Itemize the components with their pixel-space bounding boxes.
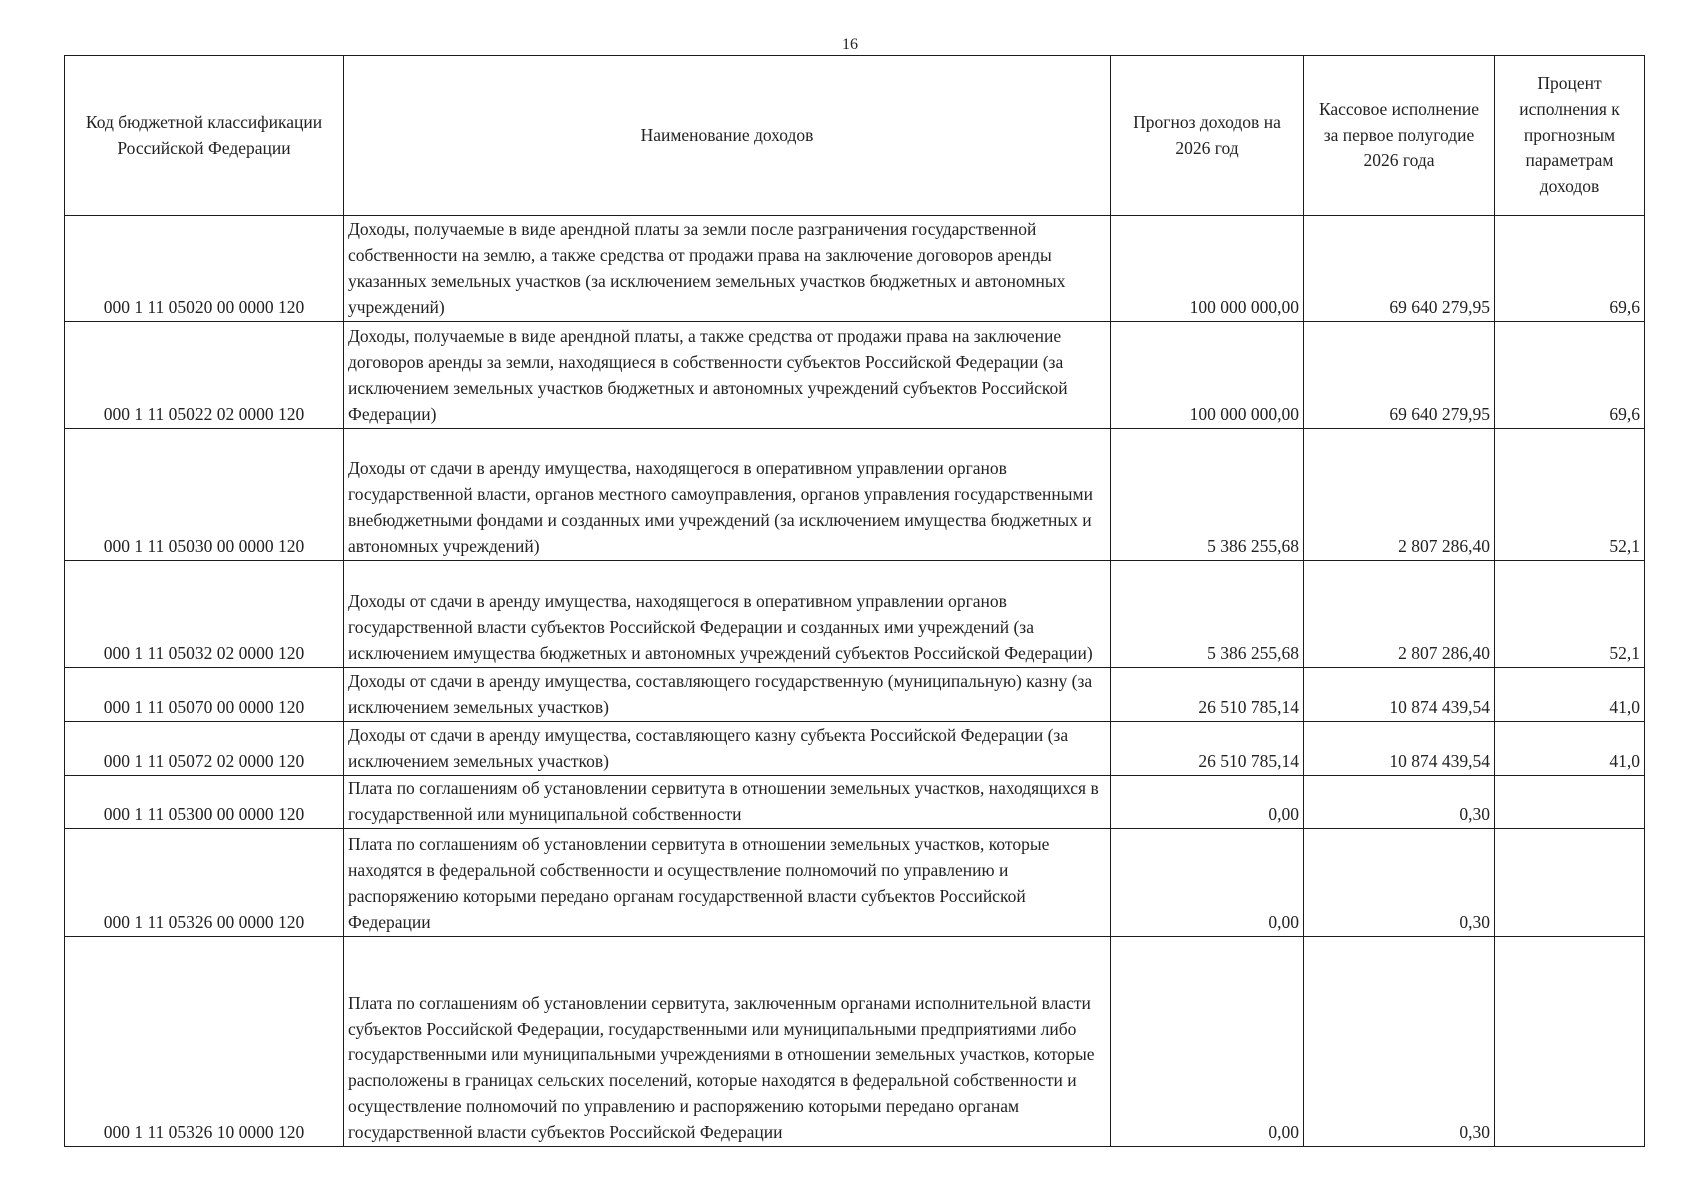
table-row	[65, 776, 1645, 829]
cell-forecast: 100 000 000,00	[1111, 322, 1304, 429]
cell-forecast: 26 510 785,14	[1111, 722, 1304, 776]
cell-percent: 41,0	[1495, 722, 1645, 776]
cell-forecast: 0,00	[1111, 776, 1304, 829]
cell-execution: 10 874 439,54	[1304, 668, 1495, 722]
cell-name: Доходы, получаемые в виде арендной платы, а также средства от продажи права на заключение договоров аренды за земли, находящиеся в собственности субъектов Российской Федерации (за исключением земельных участков бюджетных и автономных учреждений субъектов Российской Федерации)	[344, 322, 1111, 429]
cell-percent: 52,1	[1495, 429, 1645, 561]
page-number: 16	[842, 36, 858, 53]
cell-execution: 0,30	[1304, 937, 1495, 1147]
cell-percent: 69,6	[1495, 322, 1645, 429]
header-execution: Кассовое исполнение за первое полугодие 2026 года	[1304, 56, 1495, 216]
table-row	[65, 722, 1645, 776]
cell-execution: 2 807 286,40	[1304, 561, 1495, 668]
table-row	[65, 829, 1645, 937]
cell-name: Доходы от сдачи в аренду имущества, находящегося в оперативном управлении органов государственной власти, органов местного самоуправления, органов управления государственными внебюджетными фондами и созданных ими учреждений (за исключением имущества бюджетных и автономных учреждений)	[344, 429, 1111, 561]
table-row	[65, 216, 1645, 322]
cell-percent: 69,6	[1495, 216, 1645, 322]
cell-name: Доходы от сдачи в аренду имущества, составляющего казну субъекта Российской Федерации (за исключением земельных участков)	[344, 722, 1111, 776]
cell-percent	[1495, 829, 1645, 937]
cell-forecast: 5 386 255,68	[1111, 429, 1304, 561]
header-code: Код бюджетной классификации Российской Федерации	[65, 56, 344, 216]
cell-code: 000 1 11 05070 00 0000 120	[65, 668, 344, 722]
cell-execution: 69 640 279,95	[1304, 322, 1495, 429]
cell-code: 000 1 11 05326 00 0000 120	[65, 829, 344, 937]
cell-percent: 41,0	[1495, 668, 1645, 722]
cell-code: 000 1 11 05072 02 0000 120	[65, 722, 344, 776]
cell-percent	[1495, 937, 1645, 1147]
cell-name: Доходы от сдачи в аренду имущества, находящегося в оперативном управлении органов государственной власти субъектов Российской Федерации и созданных ими учреждений (за исключением имущества бюджетных и автономных учреждений субъектов Российской Федерации)	[344, 561, 1111, 668]
cell-forecast: 0,00	[1111, 937, 1304, 1147]
header-percent: Процент исполнения к прогнозным параметрам доходов	[1495, 56, 1645, 216]
cell-percent	[1495, 776, 1645, 829]
cell-forecast: 26 510 785,14	[1111, 668, 1304, 722]
cell-forecast: 0,00	[1111, 829, 1304, 937]
cell-forecast: 100 000 000,00	[1111, 216, 1304, 322]
cell-code: 000 1 11 05300 00 0000 120	[65, 776, 344, 829]
table-row	[65, 937, 1645, 1147]
table-row	[65, 322, 1645, 429]
cell-name: Доходы, получаемые в виде арендной платы за земли после разграничения государственной собственности на землю, а также средства от продажи права на заключение договоров аренды указанных земельных участков (за исключением земельных участков бюджетных и автономных учреждений)	[344, 216, 1111, 322]
cell-code: 000 1 11 05022 02 0000 120	[65, 322, 344, 429]
cell-execution: 0,30	[1304, 829, 1495, 937]
table-row	[65, 668, 1645, 722]
header-row	[65, 56, 1645, 216]
cell-execution: 2 807 286,40	[1304, 429, 1495, 561]
cell-forecast: 5 386 255,68	[1111, 561, 1304, 668]
cell-name: Доходы от сдачи в аренду имущества, составляющего государственную (муниципальную) казну (за исключением земельных участков)	[344, 668, 1111, 722]
cell-percent: 52,1	[1495, 561, 1645, 668]
header-forecast: Прогноз доходов на 2026 год	[1111, 56, 1304, 216]
cell-code: 000 1 11 05030 00 0000 120	[65, 429, 344, 561]
cell-name: Плата по соглашениям об установлении сервитута в отношении земельных участков, находящихся в государственной или муниципальной собственности	[344, 776, 1111, 829]
cell-name: Плата по соглашениям об установлении сервитута, заключенным органами исполнительной власти субъектов Российской Федерации, государственными или муниципальными предприятиями либо государственными или муниципальными учреждениями в отношении земельных участков, которые расположены в границах сельских поселений, которые находятся в федеральной собственности и осуществление полномочий по управлению и распоряжению которыми передано органам государственной власти субъектов Российской Федерации	[344, 937, 1111, 1147]
cell-code: 000 1 11 05326 10 0000 120	[65, 937, 344, 1147]
table-row	[65, 429, 1645, 561]
cell-execution: 0,30	[1304, 776, 1495, 829]
revenue-table	[64, 55, 1645, 1147]
cell-name: Плата по соглашениям об установлении сервитута в отношении земельных участков, которые находятся в федеральной собственности и осуществление полномочий по управлению и распоряжению которыми передано органам государственной власти субъектов Российской Федерации	[344, 829, 1111, 937]
cell-execution: 10 874 439,54	[1304, 722, 1495, 776]
header-name: Наименование доходов	[344, 56, 1111, 216]
cell-execution: 69 640 279,95	[1304, 216, 1495, 322]
table-row	[65, 561, 1645, 668]
cell-code: 000 1 11 05020 00 0000 120	[65, 216, 344, 322]
cell-code: 000 1 11 05032 02 0000 120	[65, 561, 344, 668]
